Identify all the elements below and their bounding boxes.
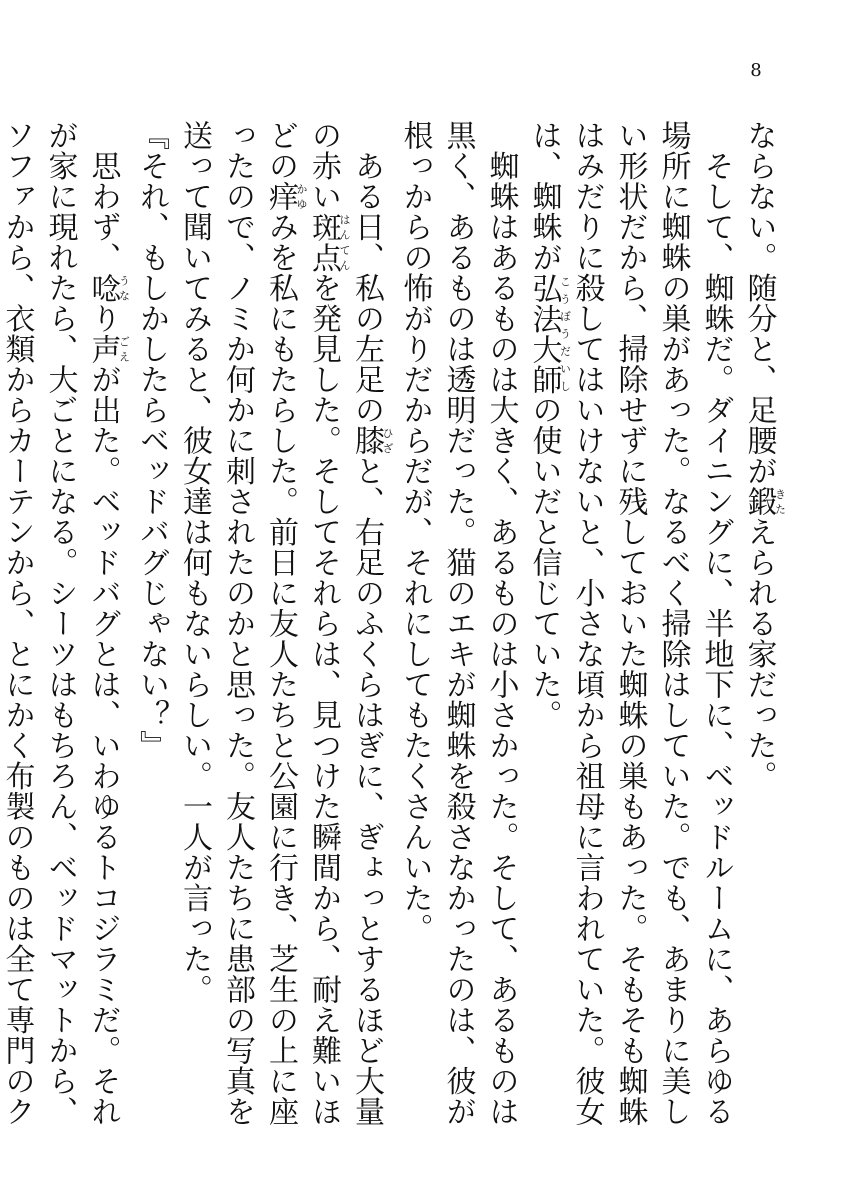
ruby-annotation (741, 486, 787, 517)
text-run: みを私にもたらした。前日に友人たちと公園に行き、芝生の上に座ったので、ノミか何かに刺されたのかと思った。友人たちに患部の写真を送って聞いてみると、彼女達は何もないらしい。一人が言った。 (177, 120, 298, 1127)
ruby-reading: こうぼうだいし (558, 272, 572, 395)
ruby-annotation (306, 211, 351, 273)
text-run: が出た。ベッドバグとは、いわゆるトコジラミだ。それが家に現れたら、大ごとになる。シーツはもちろん、ベッドマットから、ソファから、衣類からカーテンから、とにかく布製のものは全て専門のク (0, 120, 121, 1127)
ruby-reading: はんてん (338, 211, 351, 273)
ruby-annotation (85, 333, 131, 365)
text-run: り (85, 303, 121, 334)
ruby-base: 唸 (85, 272, 121, 303)
text-run: ある日、私の左足の (349, 120, 384, 425)
ruby-base: 鍛 (741, 486, 777, 517)
paragraph (0, 120, 130, 1140)
text-run: と、右足のふくらはぎに、ぎょっとするほど大量の赤い (306, 120, 384, 1127)
text-run: そして、蜘蛛だ。ダイニングに、半地下に、ベッドルームに、あらゆる場所に蜘蛛の巣があった。なるべく掃除はしていた。でも、あまりに美しい形状だから、掃除せずに残しておいた蜘蛛の巣もあった。そもそも蜘蛛はみだりに殺してはいけないと、小さな頃から祖母に言われていた。彼女は、蜘蛛が (526, 120, 734, 1127)
paragraph (523, 120, 738, 1140)
ruby-base: 斑点 (306, 211, 341, 273)
ruby-reading: きた (773, 486, 787, 517)
ruby-annotation (263, 181, 308, 212)
paragraph (173, 120, 394, 1140)
ruby-reading: うな (117, 272, 131, 303)
ruby-reading: ごえ (117, 333, 131, 364)
text-run: えられる家だった。 (741, 516, 777, 791)
ruby-base: 痒 (263, 181, 298, 212)
text-run: ならない。随分と、足腰が (741, 120, 777, 486)
text-run: を発見した。そしてそれらは、見つけた瞬間から、耐え難いほどの (263, 120, 341, 1127)
ruby-base: 声 (85, 333, 121, 364)
ruby-annotation (526, 272, 572, 395)
ruby-reading: ひざ (381, 425, 394, 456)
text-run: 思わず、 (85, 120, 121, 273)
paragraph (738, 120, 787, 1140)
page-number: 8 (750, 60, 762, 81)
ruby-annotation (349, 425, 394, 456)
body-text (0, 120, 787, 1140)
ruby-base: 弘法大師 (526, 272, 562, 395)
text-run: 蜘蛛はあるものは大きく、あるものは小さかった。そして、あるものは黒く、あるものは透明だった。猫のエキが蜘蛛を殺さなかったのは、彼が根っからの怖がりだからだが、それにしてもたくさんいた。 (397, 120, 519, 1127)
ruby-reading: かゆ (295, 181, 308, 212)
text-run: 『それ、もしかしたらベッドバグじゃない？』 (134, 120, 169, 761)
ruby-base: 膝 (349, 425, 384, 456)
paragraph (130, 120, 173, 1140)
text-run: の使いだと信じていた。 (526, 394, 562, 730)
paragraph (394, 120, 523, 1140)
ruby-annotation (85, 272, 131, 304)
